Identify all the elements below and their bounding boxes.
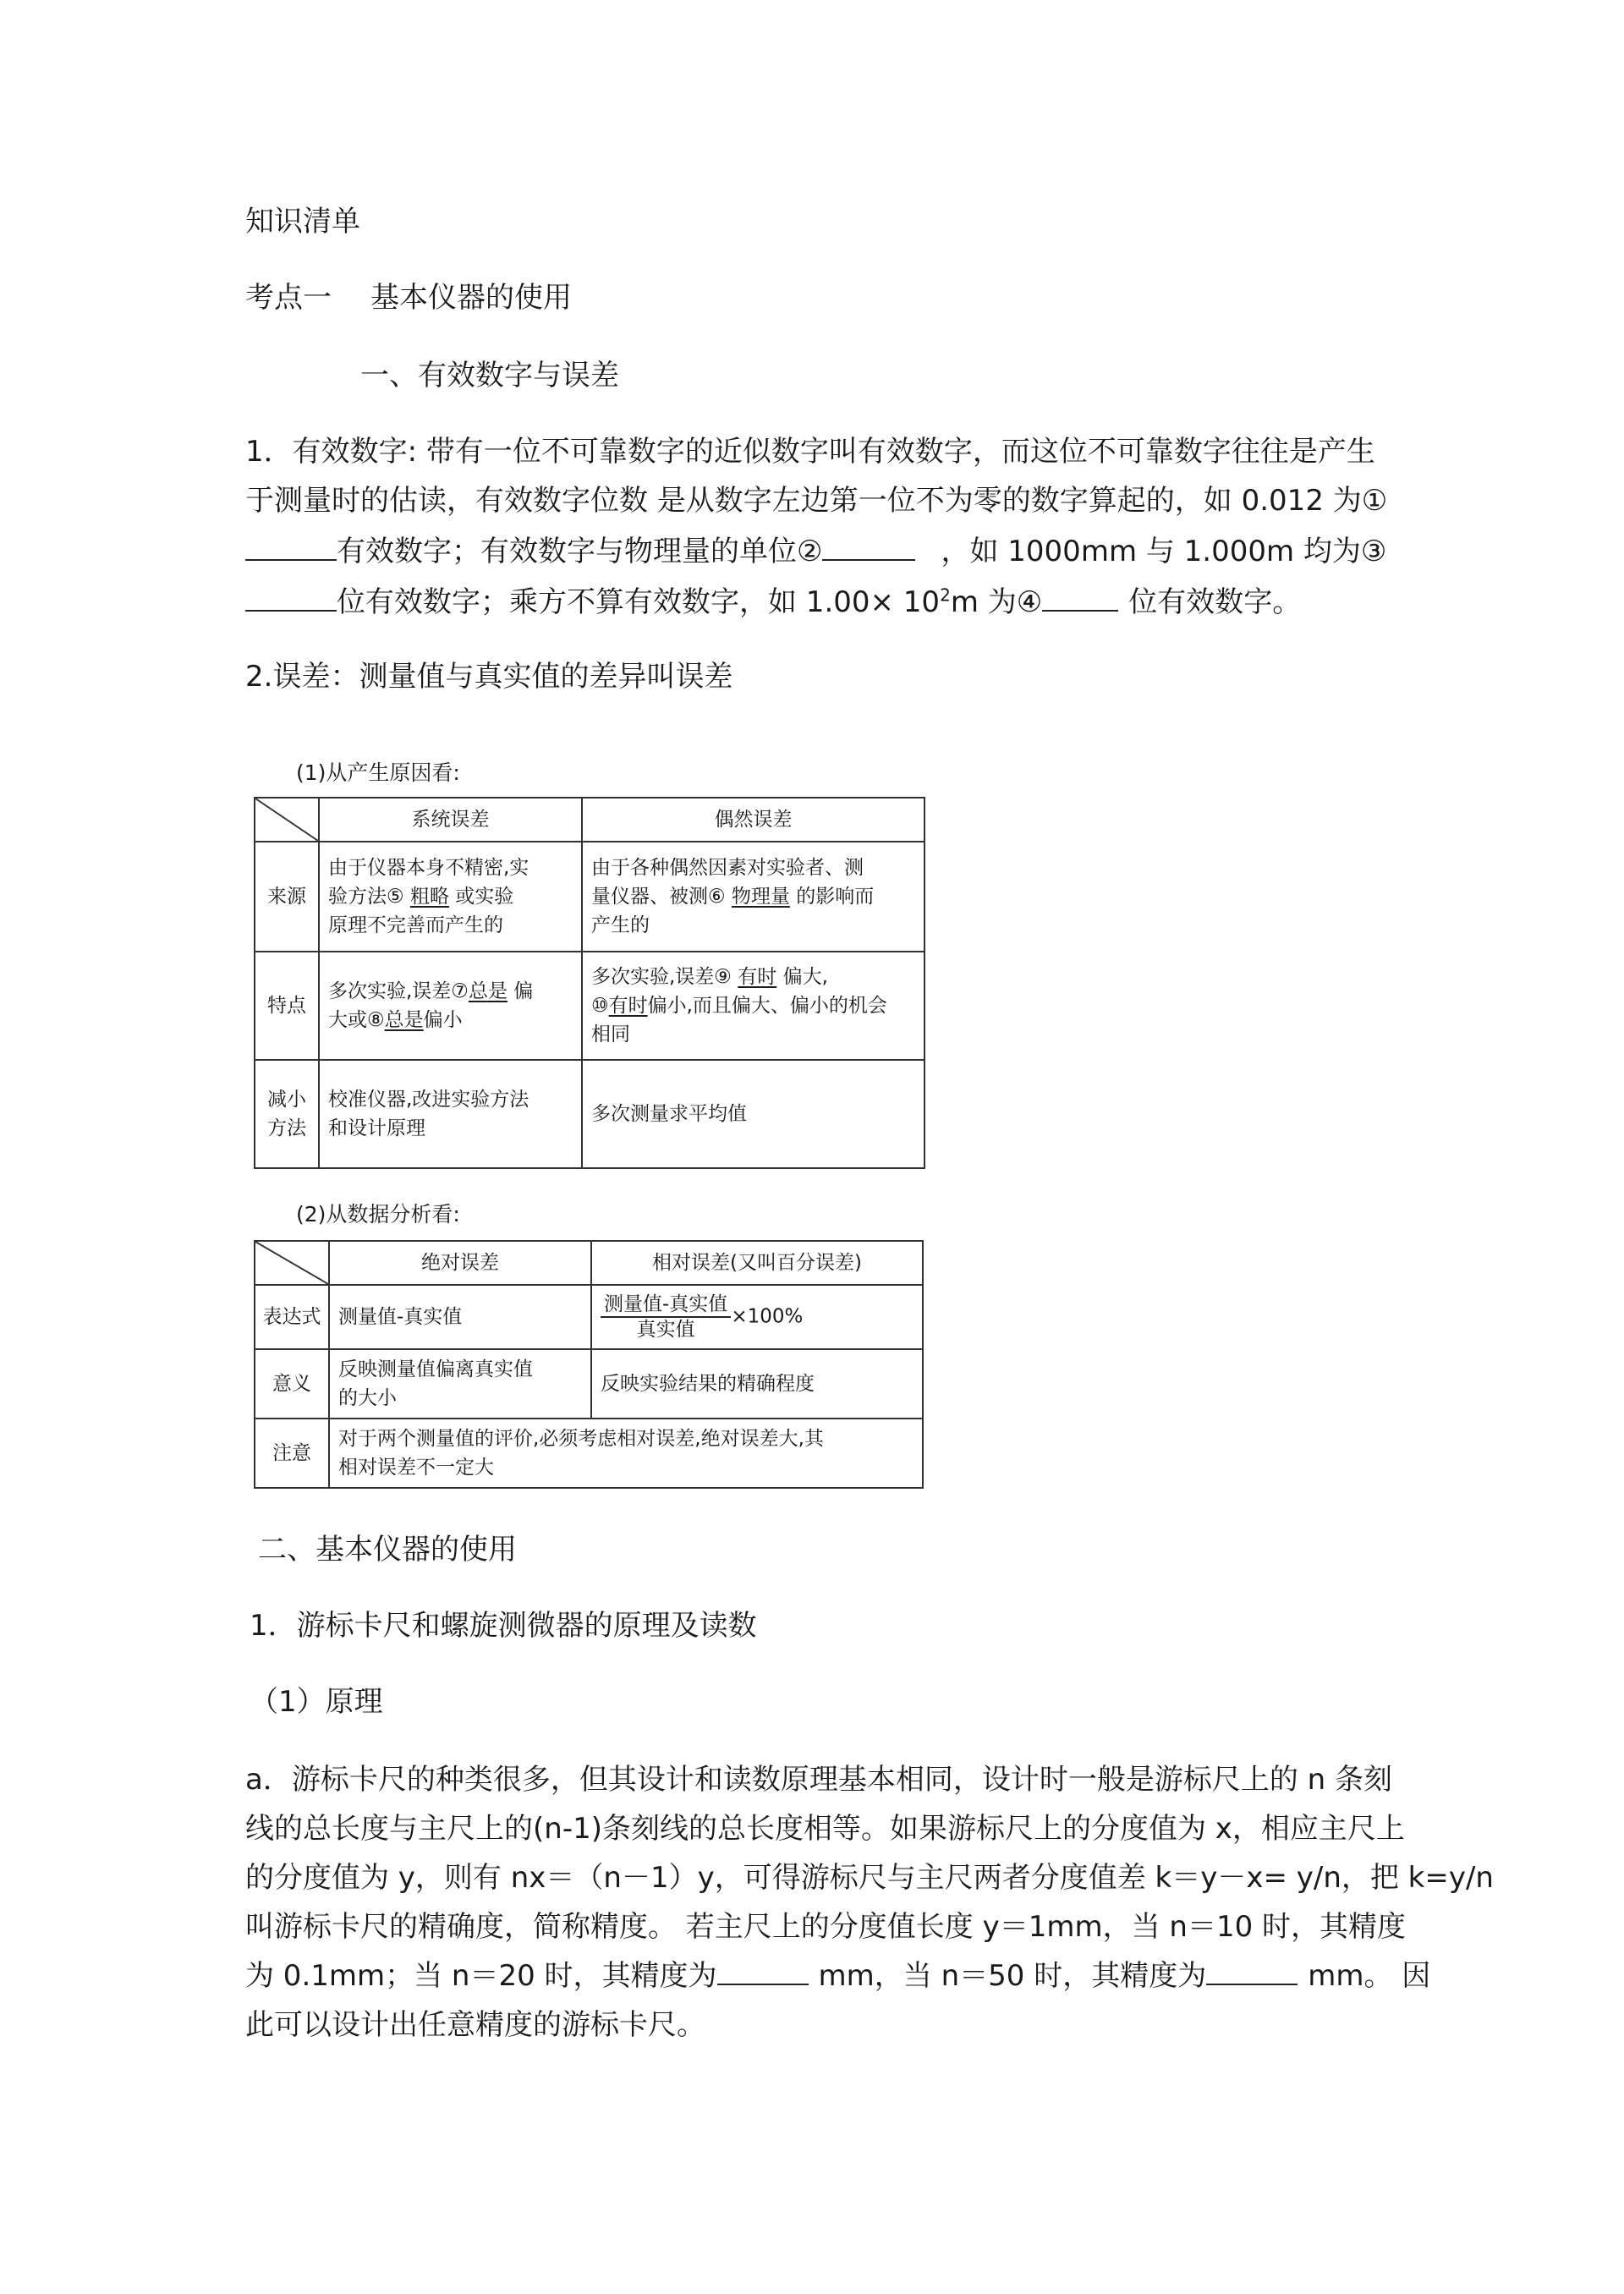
source-systematic-cell: 由于仪器本身不精密,实 验方法⑤ 粗略 或实验 原理不完善而产生的 [319, 842, 582, 952]
answer-blank-4[interactable] [1042, 584, 1118, 612]
error-cause-table [254, 797, 925, 1169]
para-a-line-6: 此可以设计出任意精度的游标卡尺。 [245, 2008, 705, 2042]
expression-absolute-cell: 测量值-真实值 [329, 1285, 591, 1349]
para-a-line-1: a．游标卡尺的种类很多，但其设计和读数原理基本相同，设计时一般是游标尺上的 n 条刻 [245, 1763, 1392, 1797]
section-heading-1: 一、有效数字与误差 [360, 359, 619, 392]
table2-header-relative: 相对误差(又叫百分误差) [591, 1241, 923, 1285]
table2-corner-cell [255, 1241, 329, 1285]
answer-blank-3[interactable] [245, 584, 337, 612]
method-systematic-cell: 校准仪器,改进实验方法 和设计原理 [319, 1060, 582, 1168]
topic-title: 基本仪器的使用 [370, 281, 572, 315]
table2-caption: (2)从数据分析看: [296, 1202, 460, 1227]
error-analysis-table [254, 1240, 924, 1489]
relative-error-fraction: $\frac{\text{测量值-真实值}}{\text{真实值}}$ [601, 1292, 731, 1342]
para-a-line-5: 为 0.1mm；当 n＝20 时，其精度为 mm，当 n＝50 时，其精度为 mm。 因 [245, 1959, 1431, 1993]
feature-systematic-cell: 多次实验,误差⑦总是 偏 大或⑧总是偏小 [319, 952, 582, 1060]
para-a-line-2: 线的总长度与主尺上的(n-1)条刻线的总长度相等。如果游标尺上的分度值为 x，相应主尺上 [245, 1812, 1405, 1846]
row-label-meaning: 意义 [255, 1349, 329, 1419]
topic-heading [245, 279, 572, 316]
meaning-absolute-cell: 反映测量值偏离真实值 的大小 [329, 1349, 591, 1419]
para-a-line-4: 叫游标卡尺的精确度，简称精度。 若主尺上的分度值长度 y＝1mm，当 n＝10 时，其精度 [245, 1910, 1407, 1944]
meaning-relative-cell: 反映实验结果的精确程度 [591, 1349, 923, 1419]
answer-blank-2[interactable] [822, 534, 915, 561]
table1-caption: (1)从产生原因看: [296, 760, 460, 785]
p1-line-3: 有效数字；有效数字与物理量的单位② ，如 1000mm 与 1.000m 均为③ [245, 533, 1386, 570]
expression-relative-cell: $\frac{\text{测量值-真实值}}{\text{真实值}}$ ×100% [591, 1285, 923, 1349]
p1-line-1: 1．有效数字: 带有一位不可靠数字的近似数字叫有效数字，而这位不可靠数字往往是产生 [245, 435, 1375, 469]
row-label-note: 注意 [255, 1419, 329, 1488]
method-random-cell: 多次测量求平均值 [582, 1060, 924, 1168]
answer-blank-6[interactable] [1206, 1958, 1298, 1985]
section-heading-2: 二、基本仪器的使用 [258, 1533, 517, 1567]
feature-random-cell: 多次实验,误差⑨ 有时 偏大, ⑩有时偏小,而且偏大、偏小的机会 相同 [582, 952, 924, 1060]
answer-blank-5[interactable] [717, 1958, 809, 1985]
para-a-line-3: 的分度值为 y，则有 nx＝（n－1）y，可得游标尺与主尺两者分度值差 k＝y－x= y/n，把 k=y/n [245, 1861, 1494, 1895]
row-label-expression: 表达式 [255, 1285, 329, 1349]
p2-error-definition: 2.误差：测量值与真实值的差异叫误差 [245, 660, 733, 694]
note-cell: 对于两个测量值的评价,必须考虑相对误差,绝对误差大,其 相对误差不一定大 [329, 1419, 923, 1488]
table1-corner-cell [255, 798, 319, 842]
source-random-cell: 由于各种偶然因素对实验者、测 量仪器、被测⑥ 物理量 的影响而 产生的 [582, 842, 924, 952]
item-heading-1: 1．游标卡尺和螺旋测微器的原理及读数 [250, 1609, 757, 1643]
table1-header-systematic: 系统误差 [319, 798, 582, 842]
answer-blank-1[interactable] [245, 534, 337, 561]
doc-title: 知识清单 [245, 205, 360, 239]
row-label-method: 减小 方法 [255, 1060, 319, 1168]
row-label-source: 来源 [255, 842, 319, 952]
table2-header-absolute: 绝对误差 [329, 1241, 591, 1285]
table1-header-random: 偶然误差 [582, 798, 924, 842]
sub-heading-principle: （1）原理 [250, 1685, 383, 1719]
topic-label: 考点一 [245, 281, 332, 315]
row-label-feature: 特点 [255, 952, 319, 1060]
p1-line-4: 位有效数字；乘方不算有效数字，如 $1.00\times 10^2m$ 为④ 位有效数字。 [245, 584, 1301, 621]
p1-line-2: 于测量时的估读，有效数字位数 是从数字左边第一位不为零的数字算起的，如 0.012 为① [245, 484, 1388, 518]
